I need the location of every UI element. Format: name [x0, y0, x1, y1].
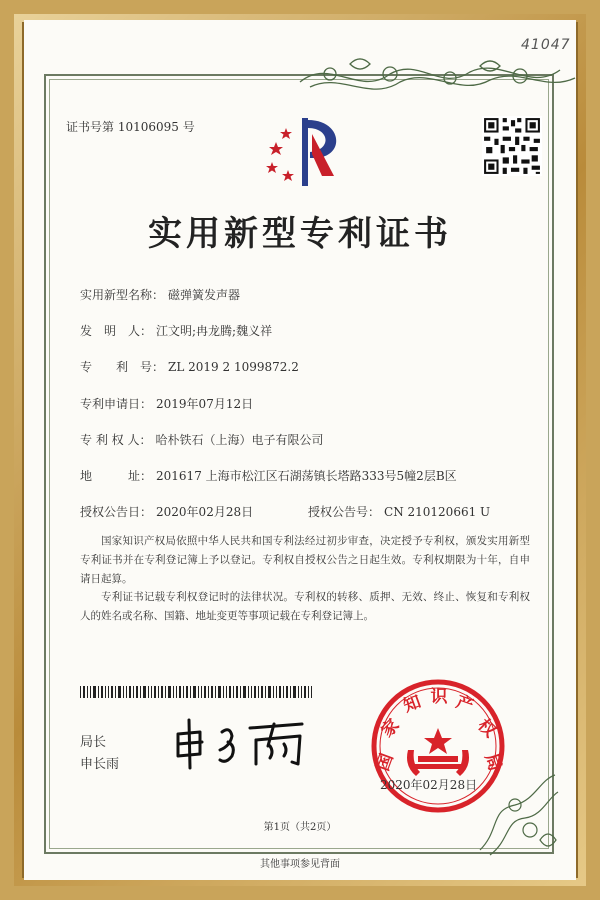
field-value: 磁弹簧发声器: [168, 288, 241, 302]
field-label: 地 址：: [80, 469, 153, 483]
certificate-title: 实用新型专利证书: [148, 214, 452, 254]
director-block: [80, 732, 119, 776]
field-label: 专 利 权 人：: [80, 433, 152, 447]
signature-icon: [170, 712, 320, 772]
cert-no-label: 证书号第: [66, 120, 115, 134]
field-label: 专利申请日：: [80, 397, 153, 411]
paragraph-legal-status: 专利证书记载专利权登记时的法律状况。专利权的转移、质押、无效、终止、恢复和专利权人的姓名或名称、国籍、地址变更等事项记载在专利登记簿上。: [80, 591, 530, 622]
field-value: 2019年07月12日: [156, 397, 254, 411]
footer-note: 其他事项参见背面: [260, 859, 340, 870]
field-filing-date: [80, 395, 253, 412]
seal-char: 家: [377, 715, 404, 742]
field-label: 发 明 人：: [80, 324, 153, 338]
field-grant-announce-date: [80, 503, 253, 520]
field-value: 江文明;冉龙腾;魏义祥: [156, 324, 273, 338]
field-label: 实用新型名称：: [80, 288, 165, 302]
field-patent-no: [80, 358, 299, 375]
director-name: 申长雨: [80, 757, 120, 772]
cert-no-suffix: 号: [182, 120, 195, 134]
field-utility-model-name: [80, 286, 240, 303]
seal-char: 产: [453, 691, 477, 717]
page-number: 第1页（共2页）: [263, 822, 337, 833]
field-value: 哈朴铁石（上海）电子有限公司: [155, 433, 324, 447]
qr-code-icon: [482, 116, 542, 176]
field-label: 授权公告号：: [308, 505, 381, 519]
handwritten-annotation: 41047: [521, 37, 571, 53]
cnipa-logo-icon: [262, 114, 352, 190]
field-grant-announce-no: [308, 503, 490, 520]
field-patentee: [80, 431, 323, 448]
cert-no-value: 10106095: [117, 120, 179, 134]
certificate-number: [66, 118, 195, 135]
field-inventor: [80, 322, 272, 339]
seal-date: 2020年02月28日: [380, 778, 478, 792]
field-label: 授权公告日：: [80, 505, 153, 519]
paragraph-grant-statement: 国家知识产权局依照中华人民共和国专利法经过初步审查，决定授予专利权，颁发实用新型专利证书并在专利登记簿上予以登记。专利权自授权公告之日起生效。专利权期限为十年，自申请日起算。: [80, 535, 530, 585]
field-value: CN 210120661 U: [384, 505, 491, 519]
field-value: ZL 2019 2 1099872.2: [168, 360, 299, 374]
seal-char: 知: [400, 691, 424, 717]
field-value: 2020年02月28日: [156, 505, 254, 519]
barcode-icon: [80, 686, 312, 698]
seal-char: 国: [372, 750, 398, 774]
official-seal-icon: [368, 676, 508, 816]
seal-char: 识: [430, 687, 448, 707]
field-address: [80, 467, 457, 484]
seal-char: 权: [473, 715, 500, 742]
field-label: 专 利 号：: [80, 360, 165, 374]
top-right-ornament-icon: [290, 52, 590, 102]
seal-char: 局: [480, 750, 506, 774]
director-title: 局长: [80, 735, 107, 750]
field-value: 201617 上海市松江区石湖荡镇长塔路333号5幢2层B区: [156, 469, 457, 483]
